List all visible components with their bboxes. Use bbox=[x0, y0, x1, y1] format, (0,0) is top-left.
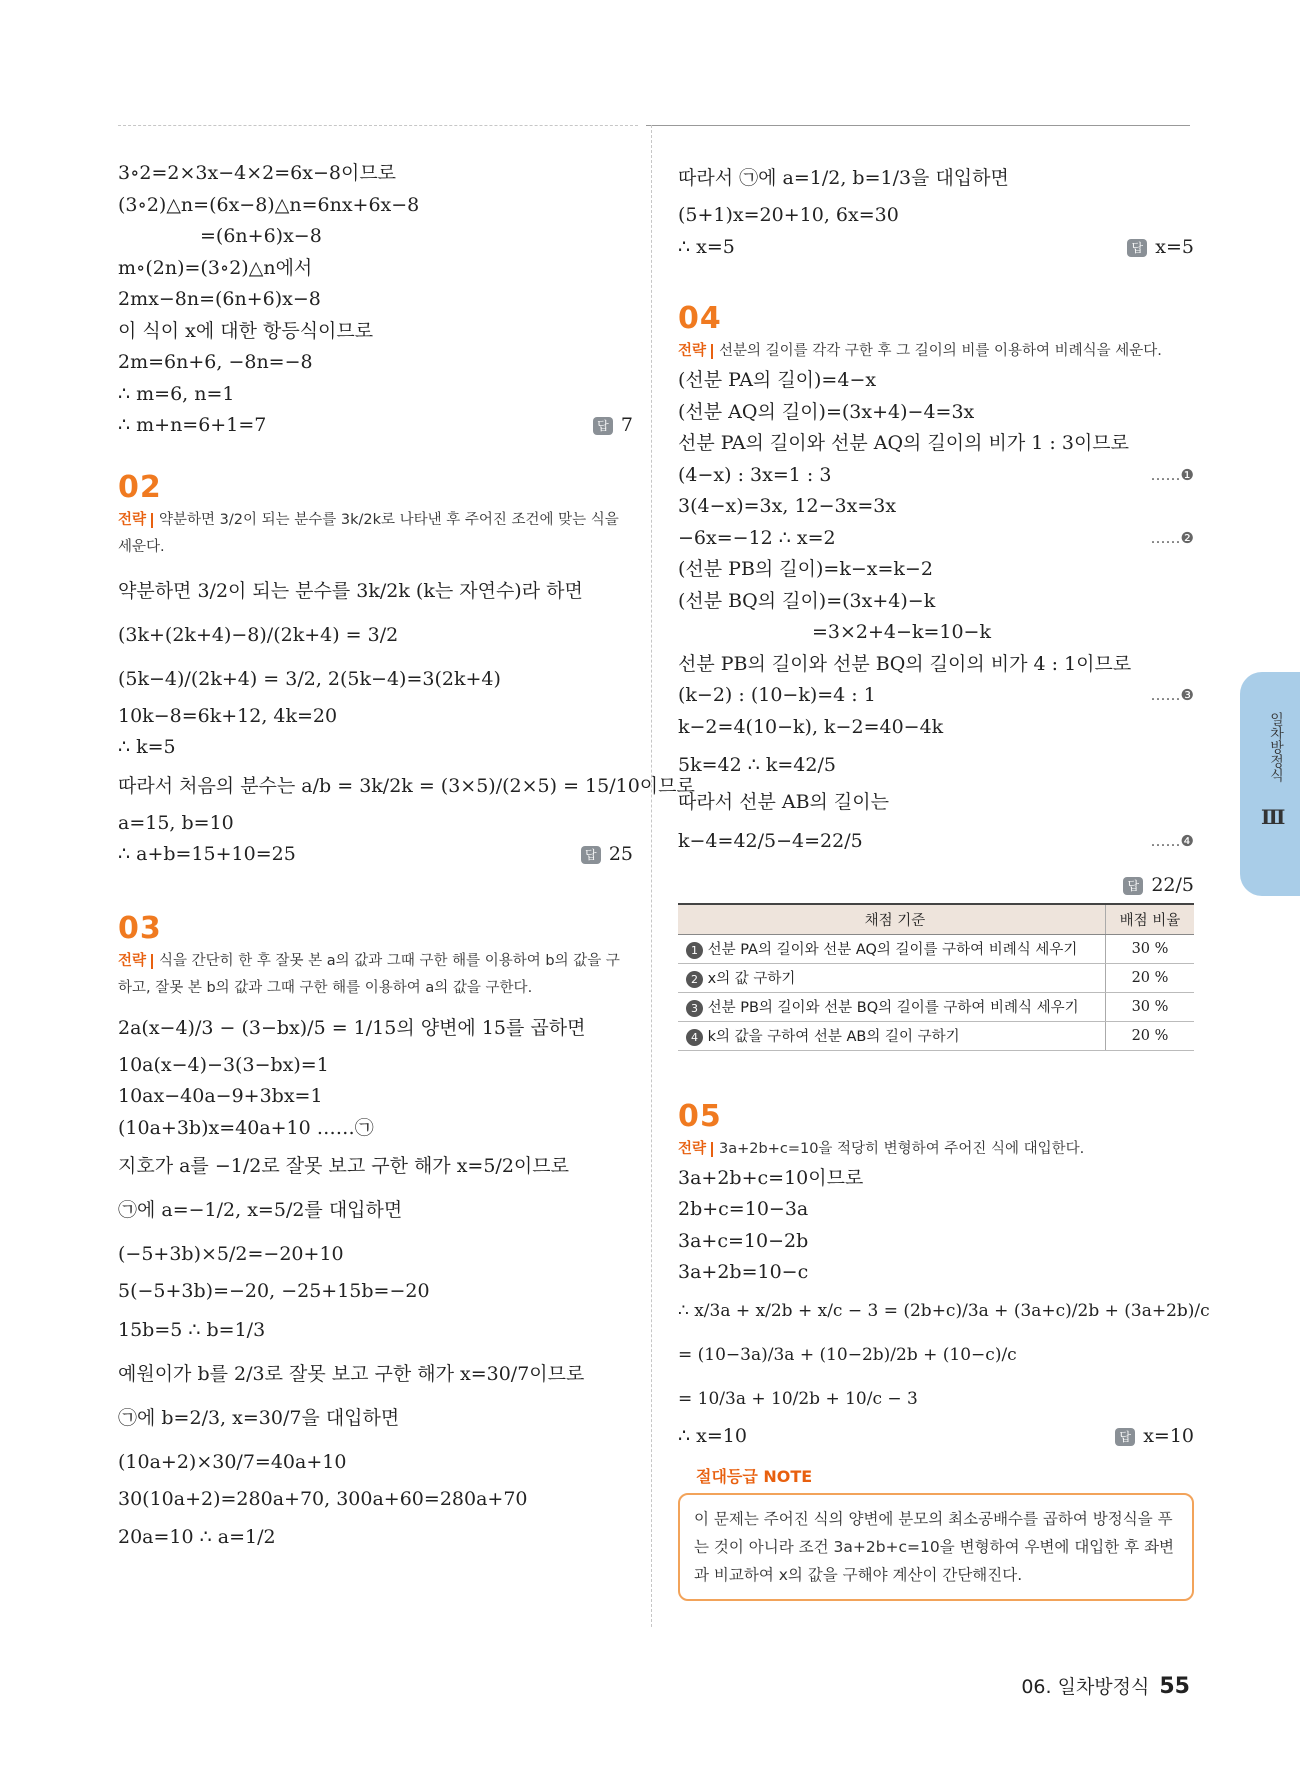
strategy-tag: 전략 bbox=[678, 344, 713, 359]
answer: 답 25 bbox=[581, 839, 633, 871]
answer: 답 7 bbox=[593, 410, 633, 442]
math-line: 3(4−x)=3x, 12−3x=3x bbox=[678, 495, 897, 517]
math-line: (선분 BQ의 길이)=(3x+4)−k bbox=[678, 589, 936, 612]
solution-03 bbox=[118, 1006, 633, 1560]
math-line: ∴ k=5 bbox=[118, 736, 176, 758]
score-mark-4: ……❹ bbox=[1150, 831, 1194, 850]
grading-table bbox=[678, 903, 1194, 1051]
strategy-03: 전략 식을 간단히 한 후 잘못 본 a의 값과 그때 구한 해를 이용하여 b의 값을 구하고, 잘못 본 b의 값과 그때 구한 해를 이용하여 a의 값을 구한다. bbox=[118, 952, 620, 996]
answer: 답 x=10 bbox=[1115, 1421, 1194, 1453]
math-line: (3k+(2k+4)−8)/(2k+4) = 3/2 bbox=[118, 623, 399, 646]
math-line: (−5+3b)×5/2=−20+10 bbox=[118, 1243, 344, 1265]
math-line: 5(−5+3b)=−20, −25+15b=−20 bbox=[118, 1280, 430, 1302]
math-line: 10a(x−4)−3(3−bx)=1 bbox=[118, 1053, 329, 1076]
math-line: 15b=5 ∴ b=1/3 bbox=[118, 1318, 266, 1341]
note-title: 절대등급 NOTE bbox=[696, 1467, 813, 1486]
math-line: 따라서 선분 AB의 길이는 bbox=[678, 791, 889, 813]
math-line: 따라서 ㉠에 a=1/2, b=1/3을 대입하면 bbox=[678, 167, 1009, 189]
math-line: (5k−4)/(2k+4) = 3/2, 2(5k−4)=3(2k+4) bbox=[118, 667, 501, 690]
math-line: 3a+c=10−2b bbox=[678, 1229, 809, 1252]
solution-02 bbox=[118, 569, 695, 871]
section-number-03: 03 bbox=[118, 910, 162, 946]
table-row: 4 k의 값을 구하여 선분 AB의 길이 구하기 20 % bbox=[678, 1021, 1194, 1050]
math-line: 선분 PB의 길이와 선분 BQ의 길이의 비가 4 : 1이므로 bbox=[678, 652, 1132, 675]
note bbox=[678, 1464, 1194, 1601]
math-line: (선분 AQ의 길이)=(3x+4)−4=3x bbox=[678, 400, 975, 423]
math-line: (3∘2)△n=(6x−8)△n=6nx+6x−8 bbox=[118, 193, 420, 216]
math-line: 10k−8=6k+12, 4k=20 bbox=[118, 704, 338, 727]
column-divider bbox=[651, 125, 652, 1627]
math-line: k−4=42/5−4=22/5 ……❹ bbox=[678, 819, 1194, 863]
score-mark-3: ……❸ bbox=[1150, 686, 1194, 704]
math-line: (10a+3b)x=40a+10 ……㉠ bbox=[118, 1116, 374, 1139]
answer-icon: 답 bbox=[581, 846, 601, 864]
math-line: ∴ x=10 답 x=10 bbox=[678, 1421, 1194, 1453]
math-line: 지호가 a를 −1/2로 잘못 보고 구한 해가 x=5/2이므로 bbox=[118, 1155, 569, 1177]
math-line: ∴ x=5 답 x=5 bbox=[678, 232, 1194, 264]
top-rule-left bbox=[118, 125, 638, 126]
math-line: 따라서 처음의 분수는 a/b = 3k/2k = (3×5)/(2×5) = 15/10이므로 bbox=[118, 774, 695, 797]
note-text: 이 문제는 주어진 식의 양변에 분모의 최소공배수를 곱하여 방정식을 푸는 것이 아니라 조건 3a+2b+c=10을 변형하여 우변에 대입한 후 좌변과 비교하여 x의 값을 구해야 계산이 간단해진다. bbox=[678, 1493, 1194, 1601]
number-circle-icon: 1 bbox=[686, 942, 703, 959]
math-line: 선분 PA의 길이와 선분 AQ의 길이의 비가 1 : 3이므로 bbox=[678, 432, 1130, 454]
solution-01-continued bbox=[118, 158, 633, 442]
number-circle-icon: 3 bbox=[686, 1000, 703, 1017]
table-header: 채점 기준 배점 비율 bbox=[678, 904, 1194, 935]
math-line: 3a+2b+c=10이므로 bbox=[678, 1166, 864, 1189]
footer-chapter: 06. 일차방정식 bbox=[1021, 1676, 1150, 1698]
math-line: 2b+c=10−3a bbox=[678, 1198, 809, 1220]
strategy-tag: 전략 bbox=[118, 513, 153, 528]
answer: 답 x=5 bbox=[1127, 232, 1194, 264]
math-line: ㉠에 a=−1/2, x=5/2를 대입하면 bbox=[118, 1199, 403, 1221]
strategy-04: 전략 선분의 길이를 각각 구한 후 그 길이의 비를 이용하여 비례식을 세운다. bbox=[678, 343, 1162, 359]
chapter-side-tab bbox=[1240, 672, 1300, 896]
math-line: a=15, b=10 bbox=[118, 811, 234, 834]
math-line: ∴ x/3a + x/2b + x/c − 3 = (2b+c)/3a + (3a+c)/2b + (3a+2b)/c bbox=[678, 1300, 1210, 1321]
table-row: 1 선분 PA의 길이와 선분 AQ의 길이를 구하여 비례식 세우기 30 % bbox=[678, 934, 1194, 963]
math-line: k−2=4(10−k), k−2=40−4k bbox=[678, 715, 944, 738]
solution-05 bbox=[678, 1163, 1210, 1453]
math-line: ㉠에 b=2/3, x=30/7을 대입하면 bbox=[118, 1406, 400, 1429]
table-row: 2 x의 값 구하기 20 % bbox=[678, 963, 1194, 992]
page-footer bbox=[1021, 1672, 1190, 1699]
math-line: 2a(x−4)/3 − (3−bx)/5 = 1/15의 양변에 15를 곱하면 bbox=[118, 1016, 586, 1039]
math-line: 2m=6n+6, −8n=−8 bbox=[118, 351, 313, 373]
math-line: 이 식이 x에 대한 항등식이므로 bbox=[118, 319, 374, 342]
right-column bbox=[678, 128, 1210, 1601]
strategy-tag: 전략 bbox=[118, 954, 153, 969]
math-line: 2mx−8n=(6n+6)x−8 bbox=[118, 288, 321, 310]
math-line: = (10−3a)/3a + (10−2b)/2b + (10−c)/c bbox=[678, 1344, 1017, 1365]
math-line: 3a+2b=10−c bbox=[678, 1261, 809, 1283]
top-rule-right bbox=[646, 125, 1190, 126]
answer: 답 22/5 bbox=[1123, 863, 1194, 907]
section-number-04: 04 bbox=[678, 301, 722, 336]
math-line: (k−2) : (10−k)=4 : 1 ……❸ bbox=[678, 680, 1194, 712]
answer-line bbox=[678, 863, 1194, 899]
table-row: 3 선분 PB의 길이와 선분 BQ의 길이를 구하여 비례식 세우기 30 % bbox=[678, 992, 1194, 1021]
math-line: =3×2+4−k=10−k bbox=[812, 621, 991, 643]
answer-icon: 답 bbox=[1123, 877, 1143, 895]
number-circle-icon: 4 bbox=[686, 1029, 703, 1046]
math-line: 20a=10 ∴ a=1/2 bbox=[118, 1526, 276, 1548]
score-mark-2: ……❷ bbox=[1150, 528, 1194, 547]
left-column bbox=[118, 128, 695, 1559]
page-number: 55 bbox=[1159, 1674, 1190, 1699]
math-line: 3∘2=2×3x−4×2=6x−8이므로 bbox=[118, 162, 397, 184]
answer-icon: 답 bbox=[593, 417, 613, 435]
strategy-tag: 전략 bbox=[678, 1142, 713, 1157]
math-line: (10a+2)×30/7=40a+10 bbox=[118, 1450, 347, 1473]
math-line: (4−x) : 3x=1 : 3 ……❶ bbox=[678, 460, 1194, 492]
math-line: (5+1)x=20+10, 6x=30 bbox=[678, 204, 899, 226]
math-line: 약분하면 3/2이 되는 분수를 3k/2k (k는 자연수)라 하면 bbox=[118, 579, 583, 602]
math-line: ∴ m=6, n=1 bbox=[118, 382, 235, 405]
score-mark-1: ……❶ bbox=[1150, 465, 1194, 484]
strategy-02: 전략 약분하면 3/2이 되는 분수를 3k/2k로 나타낸 후 주어진 조건에 맞는 식을 세운다. bbox=[118, 511, 619, 555]
answer-icon: 답 bbox=[1127, 239, 1147, 257]
math-line: =(6n+6)x−8 bbox=[200, 225, 322, 247]
math-line: (선분 PA의 길이)=4−x bbox=[678, 369, 877, 391]
math-line: (선분 PB의 길이)=k−x=k−2 bbox=[678, 558, 933, 580]
number-circle-icon: 2 bbox=[686, 971, 703, 988]
side-tab-roman: Ⅲ bbox=[1261, 805, 1286, 829]
section-number-02: 02 bbox=[118, 469, 162, 505]
math-line: 예원이가 b를 2/3로 잘못 보고 구한 해가 x=30/7이므로 bbox=[118, 1362, 585, 1385]
math-line: m∘(2n)=(3∘2)△n에서 bbox=[118, 256, 313, 279]
math-line: 5k=42 ∴ k=42/5 bbox=[678, 754, 836, 776]
math-line: 10ax−40a−9+3bx=1 bbox=[118, 1085, 323, 1107]
section-number-05: 05 bbox=[678, 1098, 722, 1134]
strategy-05: 전략 3a+2b+c=10을 적당히 변형하여 주어진 식에 대입한다. bbox=[678, 1140, 1085, 1157]
math-line: −6x=−12 ∴ x=2 ……❷ bbox=[678, 523, 1194, 555]
solution-03-continued bbox=[678, 156, 1194, 263]
side-tab-label: 일차방정식 bbox=[1268, 712, 1284, 782]
math-line: 30(10a+2)=280a+70, 300a+60=280a+70 bbox=[118, 1487, 528, 1510]
answer-icon: 답 bbox=[1115, 1428, 1135, 1446]
math-line: = 10/3a + 10/2b + 10/c − 3 bbox=[678, 1388, 918, 1409]
math-line: ∴ a+b=15+10=25 답 25 bbox=[118, 839, 633, 871]
solution-04 bbox=[678, 365, 1194, 899]
math-line: ∴ m+n=6+1=7 답 7 bbox=[118, 410, 633, 442]
